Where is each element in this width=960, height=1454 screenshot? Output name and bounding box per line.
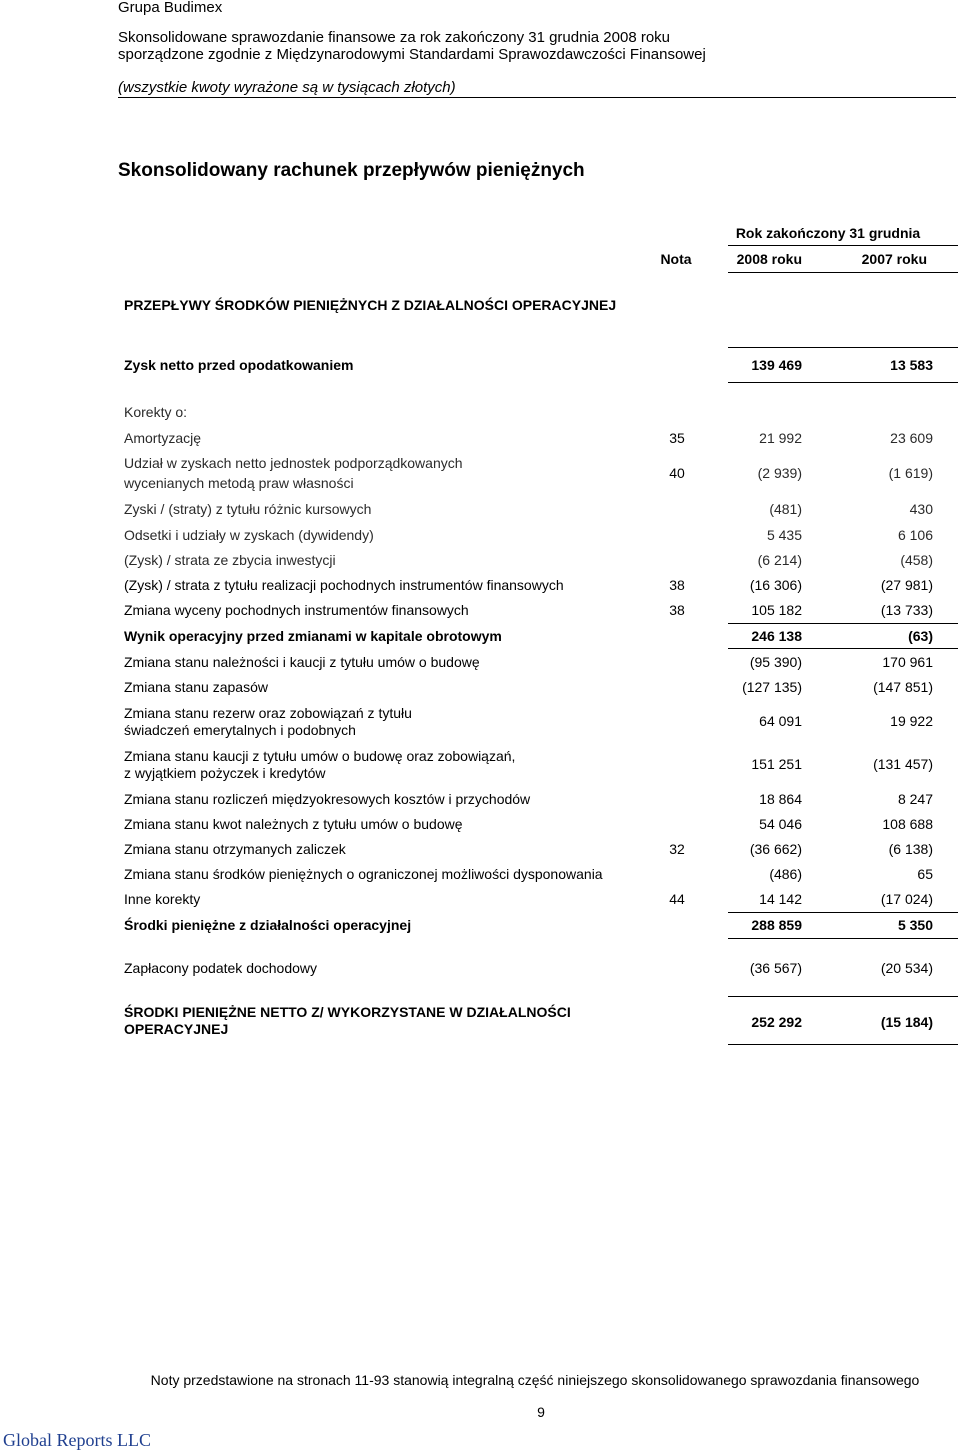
operating-cash-label: Środki pieniężne z działalności operacyjnej xyxy=(124,917,412,933)
operating-result-label: Wynik operacyjny przed zmianami w kapitale obrotowym xyxy=(124,628,502,644)
note-column-heading: Nota xyxy=(660,251,692,267)
header-divider xyxy=(118,97,956,98)
period-heading-rule xyxy=(728,245,958,246)
profit-before-tax-2007: 13 583 xyxy=(890,357,933,373)
row-value-2008: 105 182 xyxy=(751,602,802,618)
row-label: Zmiana stanu otrzymanych zaliczek xyxy=(124,841,346,857)
profit-before-tax-2008: 139 469 xyxy=(751,357,802,373)
row-value-2008: (486) xyxy=(769,866,802,882)
row-value-2008: 18 864 xyxy=(759,791,802,807)
operating-result-2007: (63) xyxy=(908,628,933,644)
profit-top-rule xyxy=(728,347,958,348)
row-label: Zmiana stanu należności i kaucji z tytułu umów o budowę xyxy=(124,654,480,670)
row-value-2008: (36 567) xyxy=(749,960,802,976)
net-cash-label-line2: OPERACYJNEJ xyxy=(124,1021,229,1037)
row-value-2008: 21 992 xyxy=(759,430,802,446)
row-label-line2: świadczeń emerytalnych i podobnych xyxy=(124,722,356,738)
row-value-2007: 65 xyxy=(917,866,933,882)
report-subtitle-line2: sporządzone zgodnie z Międzynarodowymi Standardami Sprawozdawczości Finansowej xyxy=(118,46,706,63)
row-value-2008: 14 142 xyxy=(759,891,802,907)
total-top-rule xyxy=(728,996,958,997)
row-value-2008: (127 135) xyxy=(742,679,802,695)
row-value-2007: 6 106 xyxy=(897,527,933,543)
subtotal-bottom-rule xyxy=(728,648,958,649)
row-value-2007: 430 xyxy=(909,501,933,517)
subtotal-top-rule xyxy=(728,623,958,624)
net-cash-2007: (15 184) xyxy=(880,1014,933,1030)
row-label-line2: wycenianych metodą praw własności xyxy=(124,475,354,491)
total-bottom-rule xyxy=(728,1044,958,1045)
row-value-2007: (147 851) xyxy=(873,679,933,695)
row-label: Inne korekty xyxy=(124,891,201,907)
row-label: (Zysk) / strata ze zbycia inwestycji xyxy=(124,552,336,568)
row-label: Zmiana stanu kwot należnych z tytułu umów o budowę xyxy=(124,816,463,832)
row-value-2007: (131 457) xyxy=(873,756,933,772)
report-subtitle-line1: Skonsolidowane sprawozdanie finansowe za rok zakończony 31 grudnia 2008 roku xyxy=(118,29,671,46)
watermark-text: Global Reports LLC xyxy=(3,1430,151,1450)
row-value-2008: (2 939) xyxy=(757,465,802,481)
row-value-2008: 151 251 xyxy=(751,756,802,772)
row-value-2007: (6 138) xyxy=(888,841,933,857)
row-value-2007: 170 961 xyxy=(882,654,933,670)
row-value-2007: (458) xyxy=(900,552,933,568)
section-heading: PRZEPŁYWY ŚRODKÓW PIENIĘŻNYCH Z DZIAŁALNOŚCI OPERACYJNEJ xyxy=(124,297,617,313)
row-note: 40 xyxy=(669,465,685,481)
subtotal-bottom-rule xyxy=(728,938,958,939)
row-label-line1: Udział w zyskach netto jednostek podporządkowanych xyxy=(124,455,463,471)
row-value-2007: (13 733) xyxy=(880,602,933,618)
row-label-line2: z wyjątkiem pożyczek i kredytów xyxy=(124,765,326,781)
row-value-2007: 19 922 xyxy=(890,713,933,729)
row-note: 32 xyxy=(669,841,685,857)
row-value-2008: (481) xyxy=(769,501,802,517)
row-note: 44 xyxy=(669,891,685,907)
row-label: Zmiana stanu środków pieniężnych o ograniczonej możliwości dysponowania xyxy=(124,866,603,882)
row-value-2007: 8 247 xyxy=(897,791,933,807)
row-label: Zmiana stanu zapasów xyxy=(124,679,268,695)
row-value-2008: (6 214) xyxy=(757,552,802,568)
row-note: 38 xyxy=(669,602,685,618)
row-label: (Zysk) / strata z tytułu realizacji pochodnych instrumentów finansowych xyxy=(124,577,564,593)
row-value-2007: 23 609 xyxy=(890,430,933,446)
page-number: 9 xyxy=(537,1404,545,1420)
row-note: 35 xyxy=(669,430,685,446)
row-label-line1: Zmiana stanu rezerw oraz zobowiązań z tytułu xyxy=(124,705,412,721)
row-value-2008: 5 435 xyxy=(766,527,802,543)
company-name: Grupa Budimex xyxy=(118,0,223,16)
row-value-2007: (17 024) xyxy=(880,891,933,907)
row-label: Zyski / (straty) z tytułu różnic kursowych xyxy=(124,501,372,517)
row-label: Zmiana wyceny pochodnych instrumentów finansowych xyxy=(124,602,469,618)
operating-cash-2008: 288 859 xyxy=(751,917,802,933)
profit-before-tax-label: Zysk netto przed opodatkowaniem xyxy=(124,357,354,373)
row-label: Amortyzację xyxy=(124,430,202,446)
adjustments-heading: Korekty o: xyxy=(124,404,188,420)
row-note: 38 xyxy=(669,577,685,593)
column-heading-rule xyxy=(728,272,958,273)
profit-bottom-rule xyxy=(728,382,958,383)
page-title: Skonsolidowany rachunek przepływów pieniężnych xyxy=(118,160,585,181)
year-2007-heading: 2007 roku xyxy=(861,251,927,267)
row-value-2008: (16 306) xyxy=(749,577,802,593)
row-value-2008: 64 091 xyxy=(759,713,802,729)
row-value-2008: (95 390) xyxy=(749,654,802,670)
operating-cash-2007: 5 350 xyxy=(897,917,933,933)
row-value-2008: (36 662) xyxy=(749,841,802,857)
net-cash-label-line1: ŚRODKI PIENIĘŻNE NETTO Z/ WYKORZYSTANE W DZIAŁALNOŚCI xyxy=(124,1004,571,1020)
row-value-2007: (1 619) xyxy=(888,465,933,481)
row-label: Zapłacony podatek dochodowy xyxy=(124,960,318,976)
row-value-2008: 54 046 xyxy=(759,816,802,832)
row-label: Zmiana stanu rozliczeń międzyokresowych kosztów i przychodów xyxy=(124,791,531,807)
row-value-2007: (27 981) xyxy=(880,577,933,593)
footer-note: Noty przedstawione na stronach 11-93 stanowią integralną część niniejszego skonsolidowanego sprawozdania finansowego xyxy=(150,1372,920,1388)
currency-note: (wszystkie kwoty wyrażone są w tysiącach złotych) xyxy=(118,79,456,96)
row-label: Odsetki i udziały w zyskach (dywidendy) xyxy=(124,527,374,543)
operating-result-2008: 246 138 xyxy=(751,628,802,644)
year-2008-heading: 2008 roku xyxy=(736,251,802,267)
net-cash-2008: 252 292 xyxy=(751,1014,802,1030)
row-label-line1: Zmiana stanu kaucji z tytułu umów o budowę oraz zobowiązań, xyxy=(124,748,516,764)
period-heading: Rok zakończony 31 grudnia xyxy=(735,225,921,241)
subtotal-top-rule xyxy=(728,912,958,913)
row-value-2007: 108 688 xyxy=(882,816,933,832)
row-value-2007: (20 534) xyxy=(880,960,933,976)
